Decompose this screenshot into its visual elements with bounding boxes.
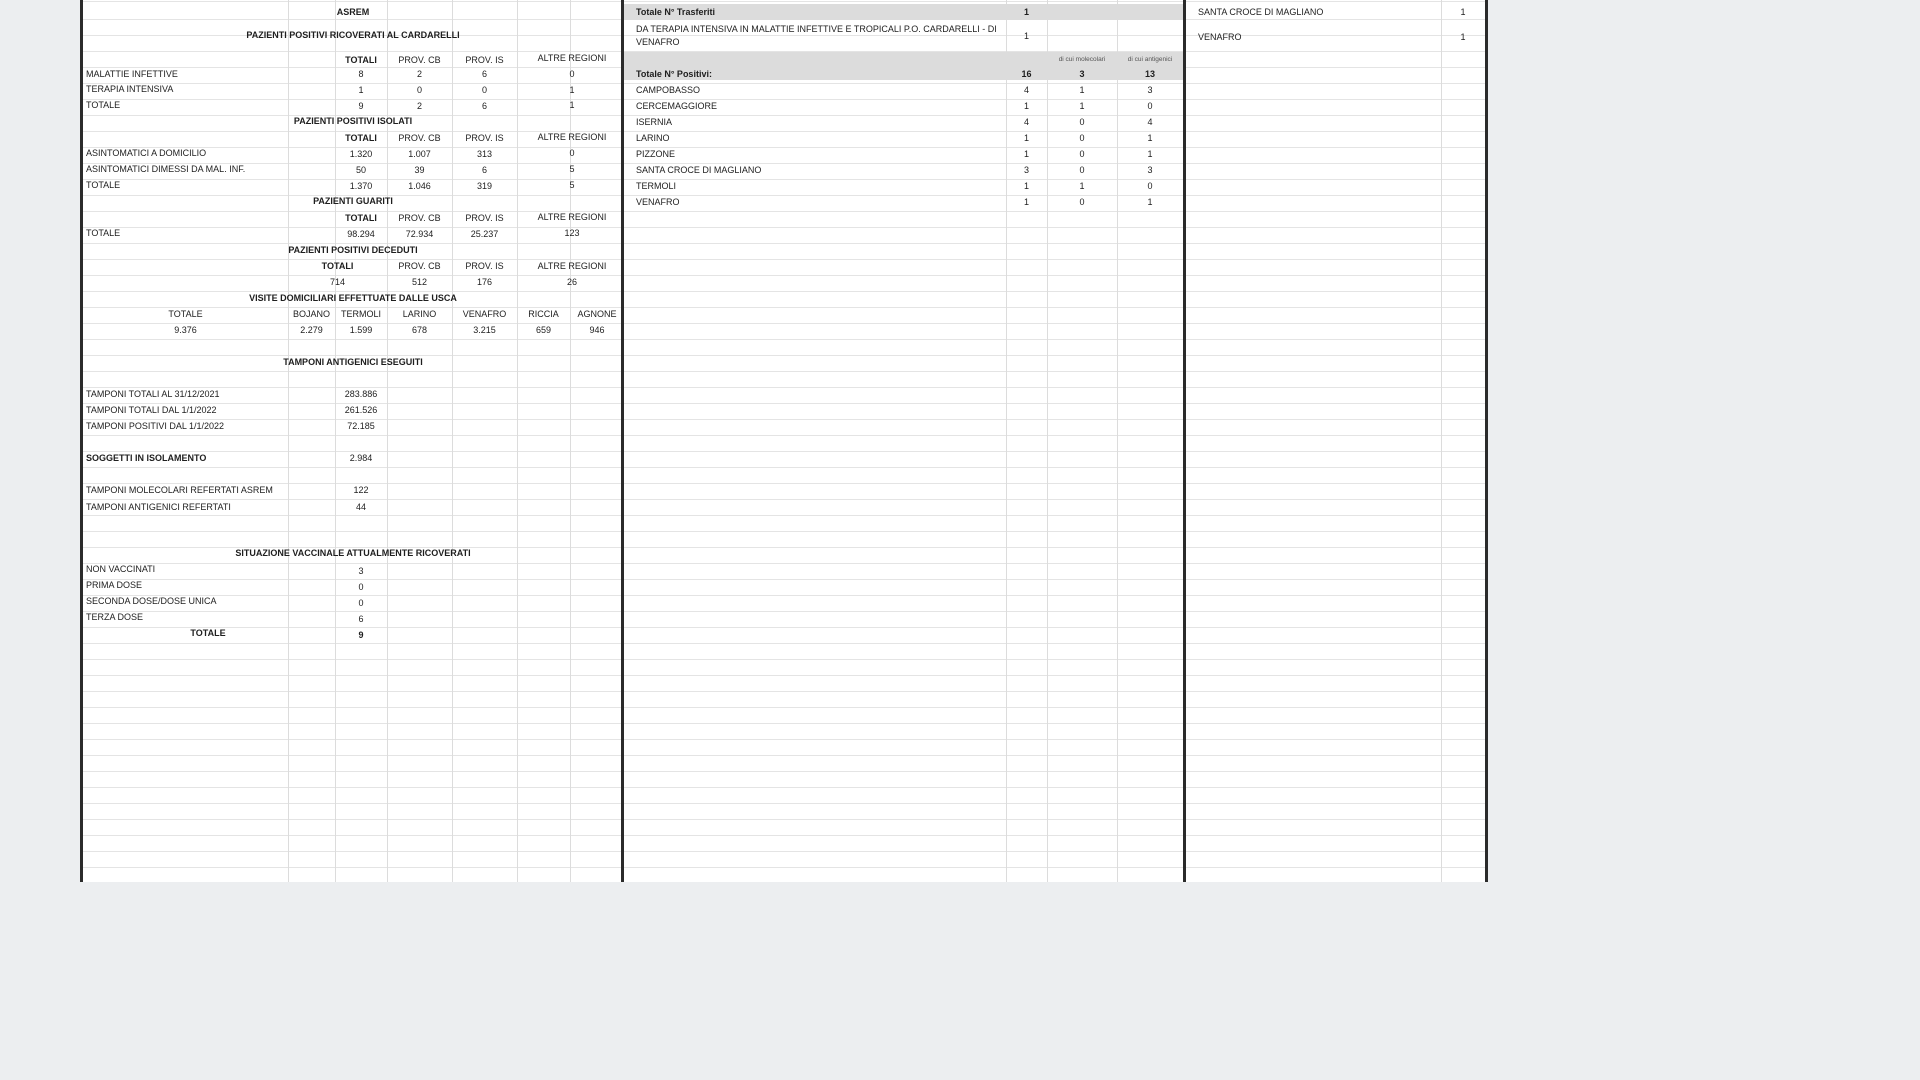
usca-value: 3.215	[473, 325, 496, 335]
cell-value: 1	[1023, 149, 1029, 159]
cell-value: 98.294	[347, 229, 375, 239]
cell-value: 6	[358, 614, 364, 624]
comune-label: VENAFRO	[1198, 32, 1242, 42]
positivi-molecolari: 3	[1079, 69, 1085, 79]
cell-value: 0	[569, 69, 575, 79]
header-prov-cb: PROV. CB	[398, 261, 441, 271]
positivi-label: Totale N° Positivi:	[636, 69, 712, 79]
header-totali: TOTALI	[345, 133, 377, 143]
comune-label: ISERNIA	[636, 117, 673, 127]
row-label: PRIMA DOSE	[86, 580, 143, 590]
usca-value: 659	[535, 325, 552, 335]
cell-value: 8	[358, 69, 364, 79]
cell-value: 1	[569, 100, 575, 110]
cell-value: 6	[481, 165, 487, 175]
cell-value: 4	[1023, 85, 1029, 95]
trasferito-row-label: DA TERAPIA INTENSIVA IN MALATTIE INFETTIVE E TROPICALI P.O. CARDARELLI - DI VENAFRO	[636, 24, 997, 47]
isolati-title: PAZIENTI POSITIVI ISOLATI	[293, 116, 413, 126]
row-label: TERZA DOSE	[86, 612, 144, 622]
isolamento-value: 2.984	[349, 453, 373, 463]
header-prov-is: PROV. IS	[465, 213, 504, 223]
cell-value: 0	[1147, 101, 1153, 111]
cell-value: 512	[411, 277, 428, 287]
cell-value: 9	[358, 101, 364, 111]
cell-value: 1	[1023, 101, 1029, 111]
cell-value: 176	[476, 277, 493, 287]
comune-label: LARINO	[636, 133, 670, 143]
comune-label: TERMOLI	[636, 181, 677, 191]
cell-value: 0	[1079, 117, 1085, 127]
cell-value: 319	[476, 181, 493, 191]
comune-label: CAMPOBASSO	[636, 85, 701, 95]
isolamento-label: SOGGETTI IN ISOLAMENTO	[86, 453, 207, 463]
cell-value: 261.526	[344, 405, 378, 415]
usca-header: AGNONE	[577, 309, 617, 319]
tamponi-title: TAMPONI ANTIGENICI ESEGUITI	[283, 357, 423, 367]
cell-value: 1	[1023, 197, 1029, 207]
cell-value: 6	[481, 101, 487, 111]
cell-value: 0	[1079, 197, 1085, 207]
cell-value: 1	[1079, 101, 1085, 111]
usca-header: LARINO	[402, 309, 437, 319]
cell-value: 4	[1023, 117, 1029, 127]
comune-label: SANTA CROCE DI MAGLIANO	[636, 165, 762, 175]
comune-label: SANTA CROCE DI MAGLIANO	[1198, 7, 1324, 17]
row-label: NON VACCINATI	[86, 564, 156, 574]
column-divider	[288, 0, 289, 882]
header-altre-regioni: ALTRE REGIONI	[537, 261, 607, 271]
antigenici-value: 44	[355, 502, 366, 512]
row-label: MALATTIE INFETTIVE	[86, 69, 178, 79]
header-prov-cb: PROV. CB	[398, 55, 441, 65]
cell-value: 3	[1023, 165, 1029, 175]
cell-value: 0	[1079, 133, 1085, 143]
row-label: TOTALE	[86, 180, 121, 190]
middle-sheet	[621, 0, 1183, 882]
molecolari-value: 122	[353, 485, 369, 495]
cell-value: 2	[416, 69, 422, 79]
row-label: TAMPONI TOTALI DAL 1/1/2022	[86, 405, 217, 415]
usca-value: 1.599	[349, 325, 373, 335]
positivi-total: 16	[1021, 69, 1032, 79]
cell-value: 313	[476, 149, 493, 159]
cell-value: 1	[1079, 181, 1085, 191]
cell-value: 5	[569, 180, 575, 190]
row-label: ASINTOMATICI DIMESSI DA MAL. INF.	[86, 164, 246, 174]
cell-value: 0	[1079, 149, 1085, 159]
usca-title: VISITE DOMICILIARI EFFETTUATE DALLE USCA	[249, 293, 457, 303]
trasferiti-value: 1	[1023, 7, 1029, 17]
header-altre-regioni: ALTRE REGIONI	[537, 212, 607, 222]
cell-value: 0	[481, 85, 487, 95]
cell-value: 3	[358, 566, 364, 576]
comune-label: VENAFRO	[636, 197, 680, 207]
cell-value: 4	[1147, 117, 1153, 127]
comune-label: CERCEMAGGIORE	[636, 101, 718, 111]
cell-value: 1	[358, 85, 364, 95]
cell-value: 6	[481, 69, 487, 79]
cell-value: 0	[1147, 181, 1153, 191]
row-label: TAMPONI TOTALI AL 31/12/2021	[86, 389, 220, 399]
vaccinale-total-value: 9	[358, 630, 364, 640]
cell-value: 1	[1023, 181, 1029, 191]
cell-value: 0	[569, 148, 575, 158]
header-prov-is: PROV. IS	[465, 133, 504, 143]
row-label: TOTALE	[86, 100, 121, 110]
header-prov-cb: PROV. CB	[398, 133, 441, 143]
header-altre-regioni: ALTRE REGIONI	[537, 132, 607, 142]
antigenici-label: TAMPONI ANTIGENICI REFERTATI	[86, 502, 231, 512]
cell-value: 1	[1023, 133, 1029, 143]
header-prov-cb: PROV. CB	[398, 213, 441, 223]
cell-value: 39	[414, 165, 425, 175]
header-altre-regioni: ALTRE REGIONI	[537, 53, 607, 63]
header-totali: TOTALI	[345, 55, 377, 65]
ricoverati-title: PAZIENTI POSITIVI RICOVERATI AL CARDARELLI	[246, 30, 460, 40]
cell-value: 1.320	[349, 149, 373, 159]
cell-value: 1	[1460, 7, 1466, 17]
header-prov-is: PROV. IS	[465, 261, 504, 271]
subheader-antigenici: di cui antigenici	[1127, 56, 1173, 63]
trasferiti-label: Totale N° Trasferiti	[636, 7, 715, 17]
cell-value: 3	[1147, 85, 1153, 95]
cell-value: 1.046	[408, 181, 431, 191]
cell-value: 0	[1079, 165, 1085, 175]
row-label: TOTALE	[86, 228, 121, 238]
deceduti-title: PAZIENTI POSITIVI DECEDUTI	[288, 245, 418, 255]
cell-value: 1	[1460, 32, 1466, 42]
header-totali: TOTALI	[345, 213, 377, 223]
usca-value: 2.279	[300, 325, 323, 335]
cell-value: 72.185	[347, 421, 375, 431]
column-divider	[1441, 0, 1442, 882]
vaccinale-total-label: TOTALE	[190, 628, 226, 638]
cell-value: 123	[564, 228, 580, 238]
usca-value: 678	[411, 325, 428, 335]
row-label: TAMPONI POSITIVI DAL 1/1/2022	[86, 421, 225, 431]
guariti-title: PAZIENTI GUARITI	[313, 196, 393, 206]
cell-value: 1	[569, 85, 575, 95]
cell-value: 0	[416, 85, 422, 95]
cell-value: 25.237	[470, 229, 499, 239]
cell-value: 50	[355, 165, 366, 175]
usca-value: 946	[589, 325, 605, 335]
cell-value: 1	[1147, 149, 1153, 159]
row-label: ASINTOMATICI A DOMICILIO	[86, 148, 207, 158]
header-prov-is: PROV. IS	[465, 55, 504, 65]
trasferito-row-value: 1	[1023, 31, 1029, 41]
row-label: TERAPIA INTENSIVA	[86, 84, 174, 94]
usca-header: RICCIA	[528, 309, 559, 319]
molecolari-label: TAMPONI MOLECOLARI REFERTATI ASREM	[86, 485, 273, 495]
usca-header: BOJANO	[292, 309, 330, 319]
row-label: SECONDA DOSE/DOSE UNICA	[86, 596, 217, 606]
right-sheet	[1183, 0, 1488, 882]
usca-value: 9.376	[174, 325, 197, 335]
cell-value: 26	[566, 277, 577, 287]
cell-value: 0	[358, 582, 364, 592]
vaccinale-title: SITUAZIONE VACCINALE ATTUALMENTE RICOVERATI	[235, 548, 471, 558]
cell-value: 714	[329, 277, 346, 287]
cell-value: 5	[569, 164, 575, 174]
cell-value: 0	[358, 598, 364, 608]
usca-header: TERMOLI	[340, 309, 381, 319]
left-sheet	[80, 0, 621, 882]
subheader-molecolari: di cui molecolari	[1058, 56, 1106, 63]
cell-value: 72.934	[405, 229, 434, 239]
usca-header: TOTALE	[168, 309, 203, 319]
usca-header: VENAFRO	[462, 309, 507, 319]
positivi-antigenici: 13	[1144, 69, 1155, 79]
cell-value: 1	[1079, 85, 1085, 95]
cell-value: 1.007	[408, 149, 431, 159]
cell-value: 1	[1147, 197, 1153, 207]
asrem-heading: ASREM	[336, 7, 370, 17]
cell-value: 1.370	[349, 181, 373, 191]
header-totali: TOTALI	[321, 261, 354, 271]
cell-value: 1	[1147, 133, 1153, 143]
cell-value: 2	[416, 101, 422, 111]
cell-value: 3	[1147, 165, 1153, 175]
comune-label: PIZZONE	[636, 149, 676, 159]
cell-value: 283.886	[344, 389, 378, 399]
